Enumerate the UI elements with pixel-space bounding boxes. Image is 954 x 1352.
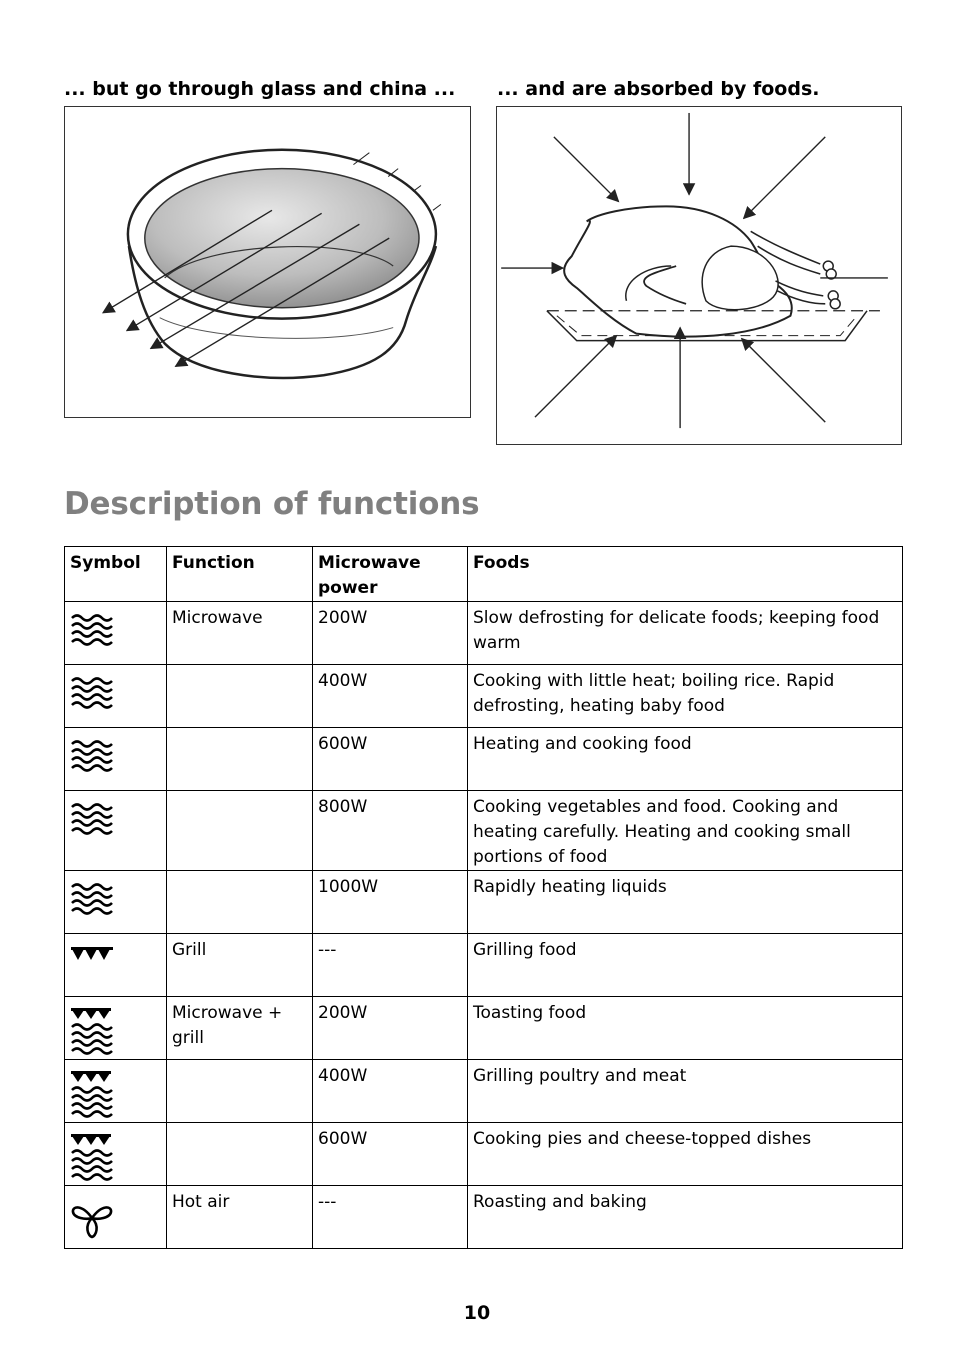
function-cell	[167, 871, 313, 934]
microwave-icon	[70, 612, 161, 646]
bowl-illustration	[64, 106, 471, 418]
function-cell: Microwave + grill	[167, 997, 313, 1060]
section-title: Description of functions	[64, 486, 480, 522]
microwave-grill-icon	[70, 1133, 161, 1181]
function-cell	[167, 1060, 313, 1123]
functions-table	[64, 546, 903, 1249]
foods-cell: Cooking with little heat; boiling rice. Rapid defrosting, heating baby food	[468, 665, 903, 728]
symbol-cell	[65, 665, 167, 728]
foods-cell: Cooking vegetables and food. Cooking and heating carefully. Heating and cooking small portions of food	[468, 791, 903, 871]
header-power: Microwave power	[313, 547, 468, 602]
foods-cell: Cooking pies and cheese-topped dishes	[468, 1123, 903, 1186]
figure-caption-right: ... and are absorbed by foods.	[497, 78, 820, 100]
table-row	[65, 1060, 903, 1123]
table-row	[65, 1123, 903, 1186]
table-row	[65, 602, 903, 665]
power-cell: 800W	[313, 791, 468, 871]
symbol-cell	[65, 791, 167, 871]
foods-cell: Grilling poultry and meat	[468, 1060, 903, 1123]
foods-cell: Toasting food	[468, 997, 903, 1060]
table-row	[65, 791, 903, 871]
power-cell: ---	[313, 1186, 468, 1249]
table-row	[65, 728, 903, 791]
microwave-icon	[70, 801, 161, 835]
symbol-cell	[65, 1060, 167, 1123]
function-cell: Grill	[167, 934, 313, 997]
power-cell: 200W	[313, 997, 468, 1060]
figure-caption-left: ... but go through glass and china ...	[64, 78, 456, 100]
table-row	[65, 997, 903, 1060]
table-row	[65, 665, 903, 728]
header-symbol: Symbol	[65, 547, 167, 602]
function-cell: Microwave	[167, 602, 313, 665]
foods-cell: Roasting and baking	[468, 1186, 903, 1249]
symbol-cell	[65, 602, 167, 665]
table-row	[65, 934, 903, 997]
power-cell: 400W	[313, 1060, 468, 1123]
power-cell: 400W	[313, 665, 468, 728]
symbol-cell	[65, 1186, 167, 1249]
function-cell: Hot air	[167, 1186, 313, 1249]
power-cell: 600W	[313, 728, 468, 791]
header-foods: Foods	[468, 547, 903, 602]
page-number: 10	[463, 1302, 491, 1324]
microwave-grill-icon	[70, 1007, 161, 1055]
function-cell	[167, 791, 313, 871]
microwave-grill-icon	[70, 1070, 161, 1118]
grill-icon	[70, 944, 161, 964]
foods-cell: Rapidly heating liquids	[468, 871, 903, 934]
header-function: Function	[167, 547, 313, 602]
foods-cell: Grilling food	[468, 934, 903, 997]
symbol-cell	[65, 997, 167, 1060]
function-cell	[167, 1123, 313, 1186]
function-cell	[167, 728, 313, 791]
power-cell: 1000W	[313, 871, 468, 934]
microwave-icon	[70, 738, 161, 772]
table-row	[65, 871, 903, 934]
power-cell: 200W	[313, 602, 468, 665]
power-cell: 600W	[313, 1123, 468, 1186]
function-cell	[167, 665, 313, 728]
symbol-cell	[65, 1123, 167, 1186]
table-header-row	[65, 547, 903, 602]
symbol-cell	[65, 728, 167, 791]
foods-cell: Slow defrosting for delicate foods; keeping food warm	[468, 602, 903, 665]
chicken-illustration	[496, 106, 902, 445]
symbol-cell	[65, 871, 167, 934]
symbol-cell	[65, 934, 167, 997]
foods-cell: Heating and cooking food	[468, 728, 903, 791]
microwave-icon	[70, 881, 161, 915]
microwave-icon	[70, 675, 161, 709]
hot-air-fan-icon	[70, 1196, 161, 1240]
power-cell: ---	[313, 934, 468, 997]
table-row	[65, 1186, 903, 1249]
